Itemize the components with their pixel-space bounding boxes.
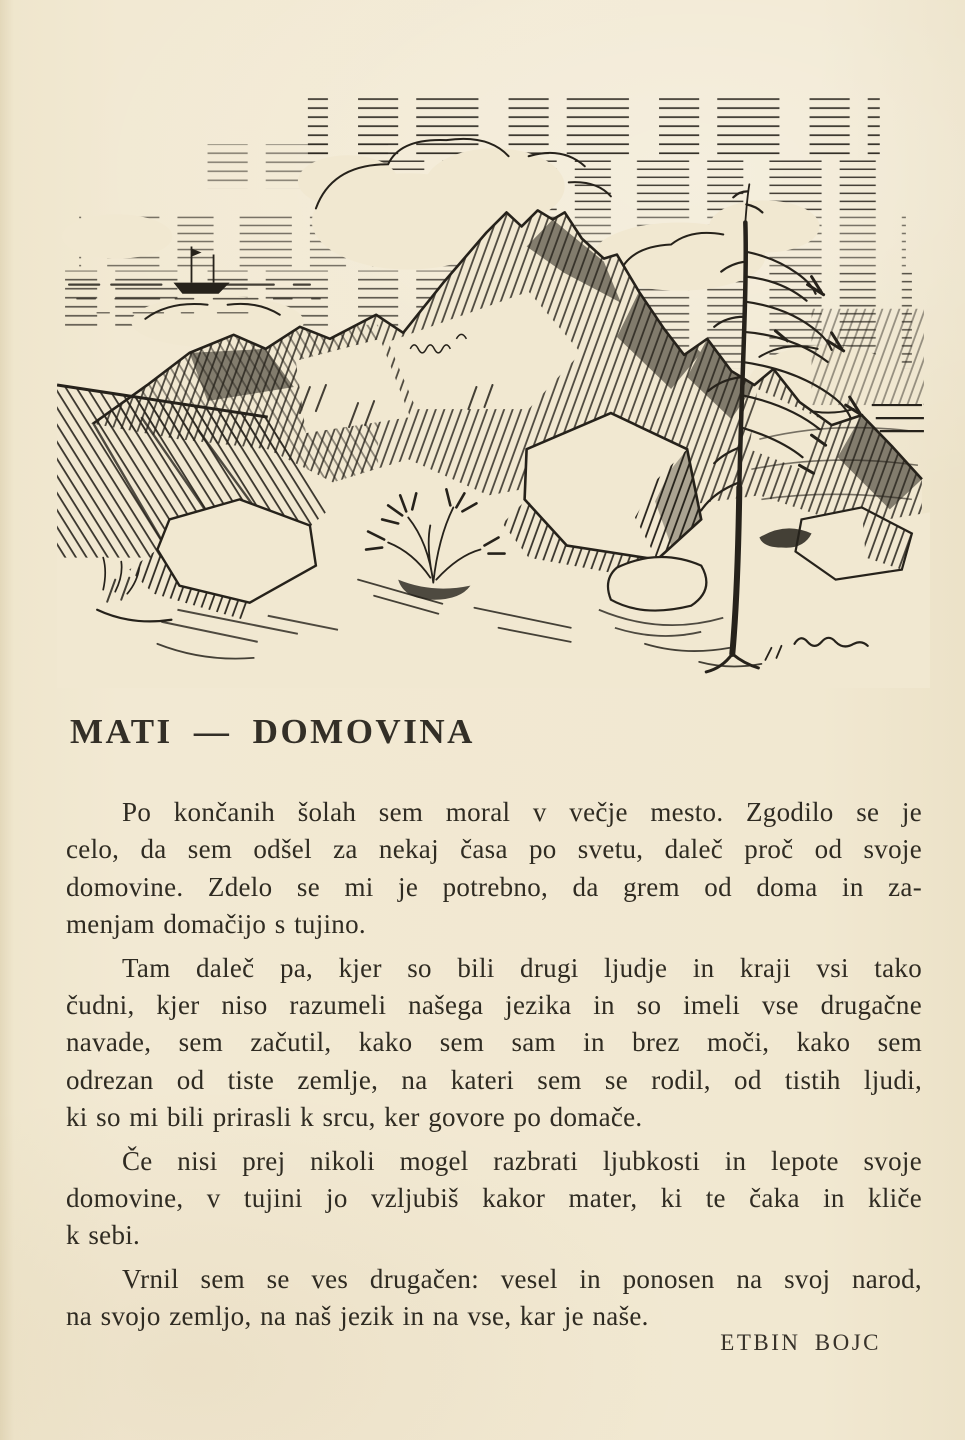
text-line: odrezan od tiste zemlje, na kateri sem se rodil, od tistih ljudi, [66, 1064, 922, 1095]
paragraph-3 [66, 1143, 922, 1255]
text-line: Po končanih šolah sem moral v večje mesto. Zgodilo se je [122, 797, 922, 827]
text-line: čudni, kjer niso razumeli našega jezika in so imeli vse drugačne [66, 990, 922, 1021]
text-line: Tam daleč pa, kjer so bili drugi ljudje in kraji vsi tako [122, 952, 922, 983]
text-line: na svojo zemljo, na naš jezik in na vse, kar je naše. [66, 1301, 649, 1332]
paragraph-1 [66, 794, 922, 944]
text-line: Če nisi prej nikoli mogel razbrati ljubkosti in lepote svoje [122, 1145, 922, 1176]
text-line: Vrnil sem se ves drugačen: vesel in ponosen na svoj narod, [122, 1263, 922, 1294]
author-signature: ETBIN BOJC [720, 1330, 881, 1355]
paragraph-4 [66, 1261, 922, 1336]
text-line: celo, da sem odšel za nekaj časa po svetu, daleč proč od svoje [66, 834, 922, 865]
body-text [66, 794, 922, 1342]
text-line: k sebi. [66, 1220, 141, 1251]
text-line: domovine. Zdelo se mi je potrebno, da grem od doma in za- [66, 871, 922, 902]
text-line: domovine, v tujini jo vzljubiš kakor mater, ki te čaka in kliče [66, 1183, 922, 1214]
text-line: ki so mi bili prirasli k srcu, ker govore po domače. [66, 1102, 643, 1133]
page-title: MATI — DOMOVINA [70, 712, 475, 751]
text-line: navade, sem začutil, kako sem sam in brez moči, kako sem [66, 1027, 922, 1058]
text-line: menjam domačijo s tujino. [66, 909, 366, 940]
mountain-landscape-illustration [57, 86, 930, 688]
paragraph-2 [66, 950, 922, 1137]
